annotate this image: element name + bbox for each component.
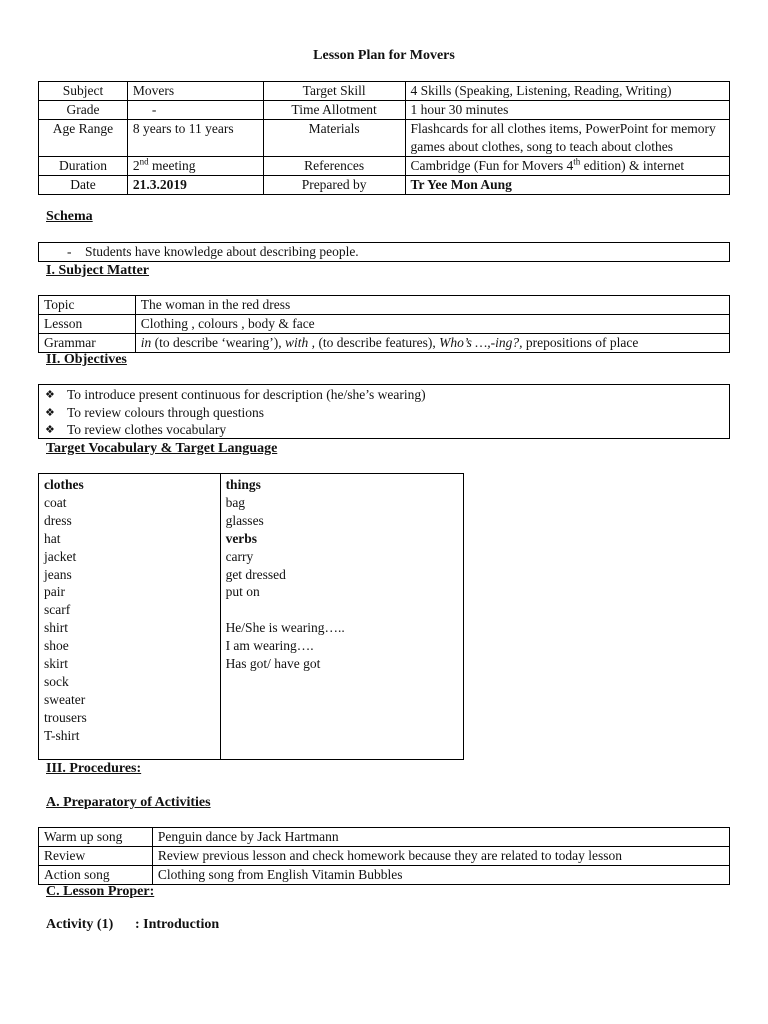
activity-title: : Introduction — [135, 917, 220, 932]
vocab-word: shoe — [44, 638, 69, 654]
topic-value: The woman in the red dress — [135, 296, 729, 315]
duration-value — [127, 157, 263, 176]
table-row — [39, 157, 730, 176]
spacer — [226, 601, 458, 619]
language-phrase: Has got/ have got — [225, 656, 321, 672]
subject-matter-table — [38, 295, 730, 353]
duration-rest: meeting — [148, 158, 196, 173]
duration-number: 2 — [132, 158, 140, 173]
language-phrase: I am wearing…. — [225, 638, 314, 654]
materials-value: Flashcards for all clothes items, PowerPoint for memory games about clothes, song to teach about clothes — [405, 120, 729, 157]
references-text-end: edition) & internet — [580, 158, 685, 173]
table-row — [39, 828, 730, 847]
vocab-word: coat — [44, 494, 67, 510]
activity-label: Activity (1) — [46, 917, 114, 932]
table-row — [39, 82, 730, 101]
objective-text: To review colours through questions — [67, 404, 265, 420]
things-header: things — [225, 477, 261, 492]
vocab-word: sock — [44, 673, 69, 689]
clothes-header: clothes — [44, 477, 84, 492]
target-skill-label: Target Skill — [263, 82, 405, 101]
preparatory-table — [38, 827, 730, 885]
vocabulary-table — [38, 473, 464, 760]
materials-label: Materials — [263, 120, 405, 157]
list-item — [39, 386, 729, 404]
lesson-value: Clothing , colours , body & face — [135, 315, 729, 334]
table-row — [39, 474, 464, 760]
grammar-with: with , — [285, 335, 316, 350]
lesson-info-table — [38, 81, 730, 195]
target-skill-value: 4 Skills (Speaking, Listening, Reading, Writing) — [405, 82, 729, 101]
warm-up-value: Penguin dance by Jack Hartmann — [152, 828, 729, 847]
vocab-word: scarf — [44, 602, 71, 618]
grammar-value — [135, 334, 729, 353]
vocab-word: sweater — [44, 691, 86, 707]
vocab-word: hat — [44, 530, 61, 546]
vocabulary-heading: Target Vocabulary & Target Language — [46, 441, 278, 456]
vocab-word: carry — [225, 548, 254, 564]
vocab-word: glasses — [225, 512, 264, 528]
action-song-label: Action song — [39, 866, 153, 885]
schema-heading: Schema — [46, 209, 93, 224]
subject-label: Subject — [39, 82, 128, 101]
references-label: References — [263, 157, 405, 176]
duration-label: Duration — [39, 157, 128, 176]
table-row — [39, 101, 730, 120]
objective-text: To introduce present continuous for description (he/she’s wearing) — [67, 387, 426, 402]
list-item — [39, 404, 729, 422]
subject-value: Movers — [127, 82, 263, 101]
vocab-word: T-shirt — [44, 727, 80, 743]
table-row — [39, 120, 730, 157]
lesson-label: Lesson — [39, 315, 136, 334]
vocab-word: bag — [225, 494, 246, 510]
vocab-word: put on — [225, 584, 260, 600]
time-allotment-label: Time Allotment — [263, 101, 405, 120]
verbs-header: verbs — [225, 530, 258, 546]
vocab-word: skirt — [44, 656, 69, 672]
clothes-column — [39, 474, 221, 760]
table-row — [39, 334, 730, 353]
bullet-icon: ❖ — [45, 388, 55, 401]
bullet-icon: ❖ — [45, 423, 55, 436]
procedures-heading: III. Procedures: — [46, 761, 142, 776]
preparatory-heading: A. Preparatory of Activities — [46, 795, 211, 810]
vocab-word: get dressed — [225, 566, 286, 582]
table-row — [39, 176, 730, 195]
prepared-by-value: Tr Yee Mon Aung — [405, 176, 729, 195]
grammar-text-2: (to describe features), — [315, 335, 440, 350]
review-value: Review previous lesson and check homework because they are related to today lesson — [152, 847, 729, 866]
bullet-icon: ❖ — [45, 405, 55, 419]
grammar-in: in — [140, 335, 152, 350]
lesson-proper-heading: C. Lesson Proper: — [46, 884, 155, 899]
age-range-value: 8 years to 11 years — [127, 120, 263, 157]
schema-item: - Students have knowledge about describing people. — [67, 244, 359, 259]
references-text-start: Cambridge (Fun for Movers 4 — [410, 158, 574, 173]
table-row — [39, 866, 730, 885]
date-value: 21.3.2019 — [127, 176, 263, 195]
duration-ordinal: nd — [139, 156, 149, 167]
warm-up-label: Warm up song — [39, 828, 153, 847]
objectives-heading: II. Objectives — [46, 352, 127, 367]
vocab-word: trousers — [44, 709, 87, 725]
age-range-label: Age Range — [39, 120, 128, 157]
language-phrase: He/She is wearing….. — [225, 620, 345, 636]
references-ordinal: th — [573, 156, 581, 167]
vocab-word: jacket — [44, 548, 77, 564]
table-row — [39, 847, 730, 866]
topic-label: Topic — [39, 296, 136, 315]
vocab-word: dress — [44, 512, 72, 528]
vocab-word: shirt — [44, 620, 69, 636]
prepared-by-label: Prepared by — [263, 176, 405, 195]
grammar-who: Who’s …,-ing?, — [439, 335, 523, 350]
action-song-value: Clothing song from English Vitamin Bubbles — [152, 866, 729, 885]
references-value — [405, 157, 729, 176]
grade-value: - — [127, 101, 263, 120]
objective-text: To review clothes vocabulary — [67, 422, 227, 437]
grammar-text-3: prepositions of place — [522, 335, 639, 350]
objectives-list — [39, 386, 729, 439]
things-column — [220, 474, 463, 760]
list-item — [39, 421, 729, 439]
vocab-word: jeans — [44, 566, 72, 582]
date-label: Date — [39, 176, 128, 195]
subject-matter-heading: I. Subject Matter — [46, 263, 150, 278]
vocab-word: pair — [44, 584, 65, 600]
review-label: Review — [39, 847, 153, 866]
grammar-label: Grammar — [39, 334, 136, 353]
time-allotment-value: 1 hour 30 minutes — [405, 101, 729, 120]
table-row — [39, 315, 730, 334]
page-title: Lesson Plan for Movers — [313, 48, 455, 63]
schema-box — [38, 242, 730, 262]
objectives-box — [38, 384, 730, 439]
grammar-text-1: (to describe ‘wearing’), — [151, 335, 286, 350]
grade-label: Grade — [39, 101, 128, 120]
table-row — [39, 296, 730, 315]
